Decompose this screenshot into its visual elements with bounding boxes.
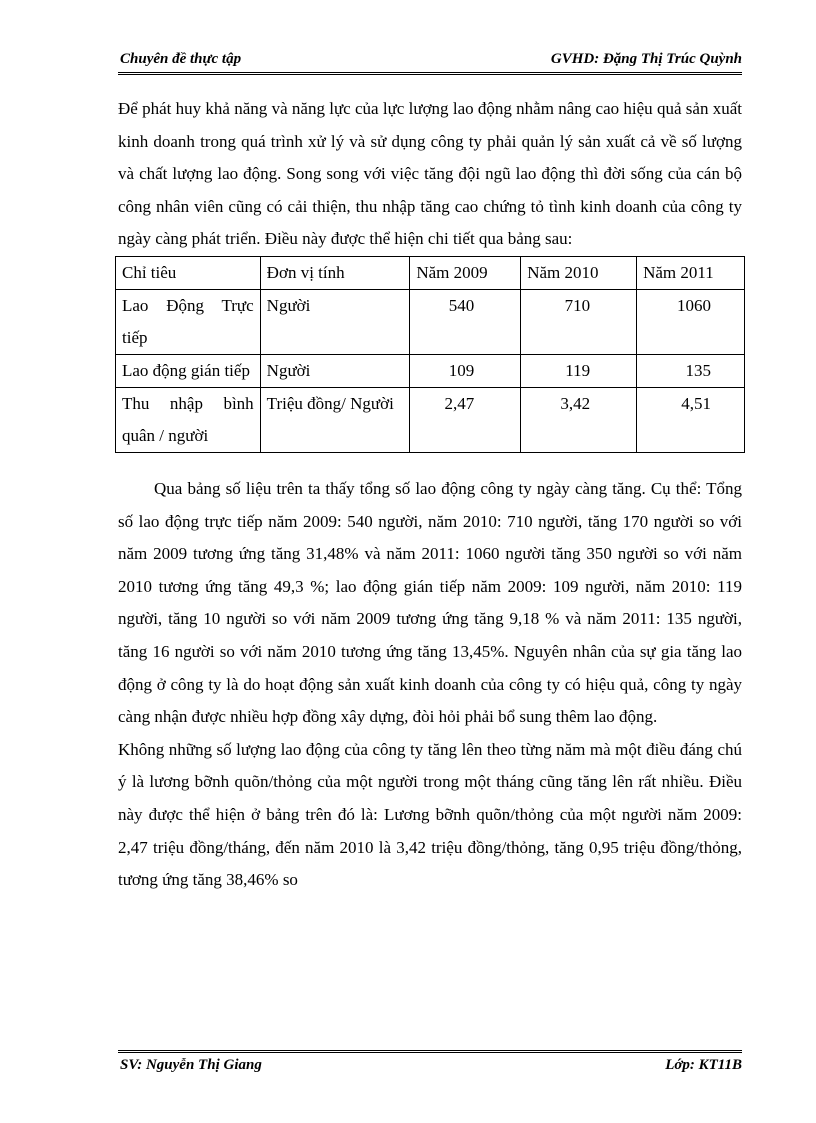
table-cell-unit: Người [260,289,410,354]
footer-student: SV: Nguyễn Thị Giang [120,1057,262,1073]
table-cell-value: 3,42 [521,387,637,452]
table-header-row [116,256,745,289]
labor-table [115,256,745,453]
table-cell-unit: Người [260,354,410,387]
header-rule [118,72,742,75]
page-body [118,93,742,897]
labor-table-wrapper [115,256,742,453]
table-row [116,289,745,354]
page-footer [118,1057,742,1079]
table-cell-value: 2,47 [410,387,521,452]
table-row [116,354,745,387]
table-header-cell: Đơn vị tính [260,256,410,289]
table-cell-unit: Triệu đồng/ Người [260,387,410,452]
table-cell-value: 135 [637,354,745,387]
analysis-paragraph: Qua bảng số liệu trên ta thấy tổng số lao động công ty ngày càng tăng. Cụ thể: Tổng số lao động trực tiếp năm 2009: 540 người, năm 2010: 710 người, tăng 170 người so với năm 2009 tương ứng tăng 31,48% và năm 2011: 1060 người tăng 350 người so với năm 2010 tương ứng tăng 49,3 %; lao động gián tiếp năm 2009: 109 người, năm 2010: 119 người, tăng 10 người so với năm 2009 tương ứng tăng 9,18 % và năm 2011: 135 người, tăng 16 người so với năm 2010 tương ứng tăng 13,45%. Nguyên nhân của sự gia tăng lao động ở công ty là do hoạt động sản xuất kinh doanh của công ty có hiệu quả, công ty ngày càng nhận được nhiều hợp đồng xây dựng, đòi hỏi phải bổ sung thêm lao động. [118,478,742,727]
table-cell-indicator: Thu nhập bình quân / người [116,387,261,452]
intro-paragraph: Để phát huy khả năng và năng lực của lực lượng lao động nhằm nâng cao hiệu quả sản xuất kinh doanh trong quá trình xử lý và sử dụng công ty phải quản lý sản xuất cả về số lượng và chất lượng lao động. Song song với việc tăng đội ngũ lao động thì đời sống của cán bộ công nhân viên cũng có cải thiện, thu nhập tăng cao chứng tỏ tình kinh doanh của công ty ngày càng phát triển. Điều này được thể hiện chi tiết qua bảng sau: [118,99,742,249]
table-header-cell: Năm 2010 [521,256,637,289]
table-cell-indicator: Lao động gián tiếp [116,354,261,387]
table-row [116,387,745,452]
spacer [118,453,742,473]
income-paragraph: Không những số lượng lao động của công ty tăng lên theo từng năm mà một điều đáng chú ý là lương bỡnh quõn/thỏng của một người trong một tháng cũng tăng lên rất nhiều. Điều này được thể hiện ở bảng trên đó là: Lương bỡnh quõn/thỏng của một người năm 2009: 2,47 triệu đồng/tháng, đến năm 2010 là 3,42 triệu đồng/thỏng, tăng 0,95 triệu đồng/thỏng, tương ứng tăng 38,46% so [118,739,742,890]
page-header [118,48,742,72]
table-cell-value: 1060 [637,289,745,354]
table-cell-value: 540 [410,289,521,354]
table-header-cell: Chỉ tiêu [116,256,261,289]
table-cell-value: 710 [521,289,637,354]
table-cell-value: 109 [410,354,521,387]
header-topic: Chuyên đề thực tập [120,51,242,67]
table-cell-value: 119 [521,354,637,387]
footer-rule [118,1050,742,1053]
table-cell-indicator: Lao Động Trực tiếp [116,289,261,354]
table-header-cell: Năm 2011 [637,256,745,289]
table-cell-value: 4,51 [637,387,745,452]
footer-class: Lớp: KT11B [665,1057,742,1073]
header-advisor: GVHD: Đặng Thị Trúc Quỳnh [550,51,742,67]
table-header-cell: Năm 2009 [410,256,521,289]
